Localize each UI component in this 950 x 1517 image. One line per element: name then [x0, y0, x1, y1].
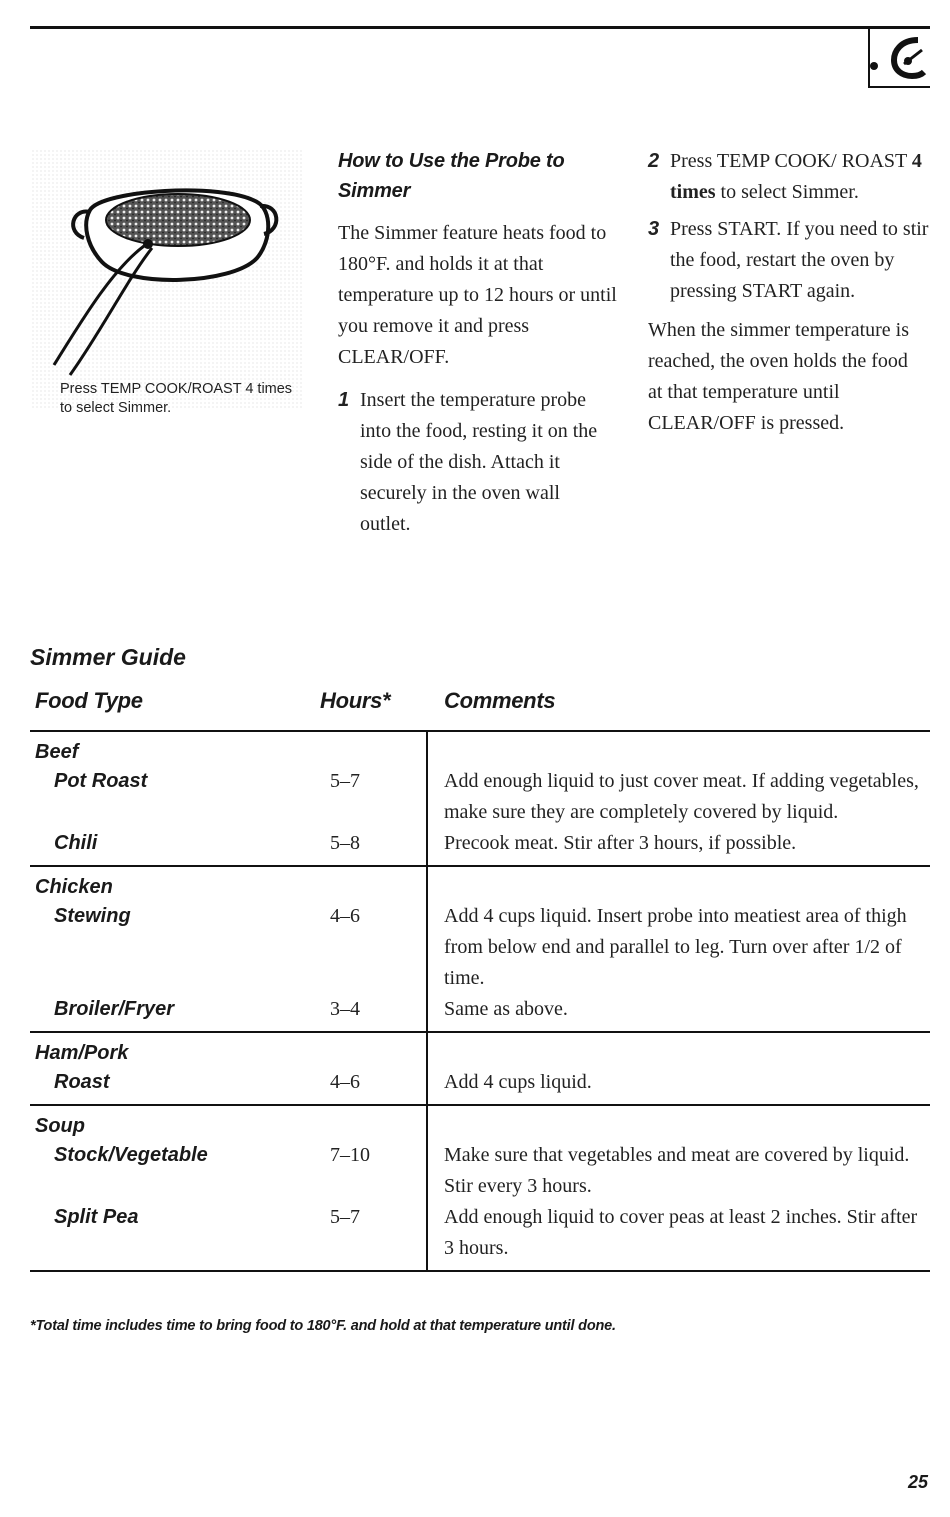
food-type: Roast: [54, 1071, 110, 1093]
step-text: [670, 146, 938, 208]
table-row: [30, 766, 930, 828]
header-hours: Hours*: [320, 688, 391, 713]
step-number: 1: [338, 389, 350, 411]
table-group-soup: [30, 1106, 930, 1272]
group-name: Beef: [35, 741, 79, 763]
probe-intro: The Simmer feature heats food to 180°F. and holds it at that temperature up to 12 hours or until you remove it and press CLEAR/OFF.: [338, 222, 617, 368]
comment: Same as above.: [444, 998, 568, 1020]
step-2: [648, 146, 938, 208]
table-footnote: *Total time includes time to bring food to 180°F. and hold at that temperature until done.: [30, 1318, 616, 1334]
group-name: Chicken: [35, 876, 113, 898]
hours: 5–8: [330, 832, 360, 854]
hours: 7–10: [330, 1144, 370, 1166]
column-divider: [426, 867, 428, 1031]
table-group-chicken: [30, 867, 930, 1033]
hours: 5–7: [330, 1206, 360, 1228]
food-type: Split Pea: [54, 1206, 139, 1228]
step-text-after: to select Simmer.: [715, 181, 859, 203]
comment: Add enough liquid to just cover meat. If adding vegetables, make sure they are completely covered by liquid.: [444, 770, 919, 823]
step-text-before: Press TEMP COOK/ ROAST: [670, 150, 912, 172]
step-number: 2: [648, 150, 660, 172]
table-group-beef: [30, 732, 930, 867]
table-row: [30, 994, 930, 1025]
table-header: [30, 688, 930, 730]
step-text: Press START. If you need to stir the food, restart the oven by pressing START again.: [670, 218, 929, 302]
comment: Precook meat. Stir after 3 hours, if possible.: [444, 832, 797, 854]
table-row: [30, 1140, 930, 1202]
tab-dot: [870, 62, 878, 70]
step-3: [648, 214, 938, 307]
simmer-guide-table: [30, 732, 930, 1272]
hours: 3–4: [330, 998, 360, 1020]
hours: 5–7: [330, 770, 360, 792]
comment: Add 4 cups liquid. Insert probe into meatiest area of thigh from below end and parallel to leg. Turn over after 1/2 of time.: [444, 905, 907, 989]
table-row: [30, 828, 930, 859]
comment: Make sure that vegetables and meat are covered by liquid. Stir every 3 hours.: [444, 1144, 910, 1197]
comment: Add 4 cups liquid.: [444, 1071, 592, 1093]
column-divider: [426, 1106, 428, 1270]
food-type: Broiler/Fryer: [54, 998, 175, 1020]
hours: 4–6: [330, 905, 360, 927]
simmer-guide-title: Simmer Guide: [30, 644, 186, 670]
group-name: Ham/Pork: [35, 1042, 129, 1064]
step-1: [338, 385, 628, 540]
page-number: 25: [907, 1472, 928, 1492]
step-text: Insert the temperature probe into the food, resting it on the side of the dish. Attach it securely in the oven wall outlet.: [360, 389, 598, 535]
illustration-caption: Press TEMP COOK/ROAST 4 times to select Simmer.: [60, 381, 293, 416]
food-type: Pot Roast: [54, 770, 148, 792]
food-type: Chili: [54, 832, 98, 854]
column-divider: [426, 732, 428, 865]
column-divider: [426, 1033, 428, 1104]
table-row: [30, 1067, 930, 1098]
group-name: Soup: [35, 1115, 85, 1137]
comment: Add enough liquid to cover peas at least 2 inches. Stir after 3 hours.: [444, 1206, 918, 1259]
probe-instructions-column-2: [648, 146, 938, 439]
food-type: Stewing: [54, 905, 131, 927]
probe-plug-icon: [888, 34, 928, 82]
probe-instructions-column: [338, 146, 628, 540]
header-food-type: Food Type: [35, 688, 143, 713]
table-row: [30, 901, 930, 994]
food-type: Stock/Vegetable: [54, 1144, 208, 1166]
table-row: [30, 1202, 930, 1264]
table-group-ham-pork: [30, 1033, 930, 1106]
probe-section-title: How to Use the Probe to Simmer: [338, 150, 565, 202]
hours: 4–6: [330, 1071, 360, 1093]
header-comments: Comments: [444, 688, 556, 713]
probe-closing: When the simmer temperature is reached, the oven holds the food at that temperature until CLEAR/OFF is pressed.: [648, 319, 910, 434]
step-number: 3: [648, 218, 660, 240]
step-text-bold: 4 times: [670, 150, 922, 203]
top-rule: [30, 26, 930, 29]
